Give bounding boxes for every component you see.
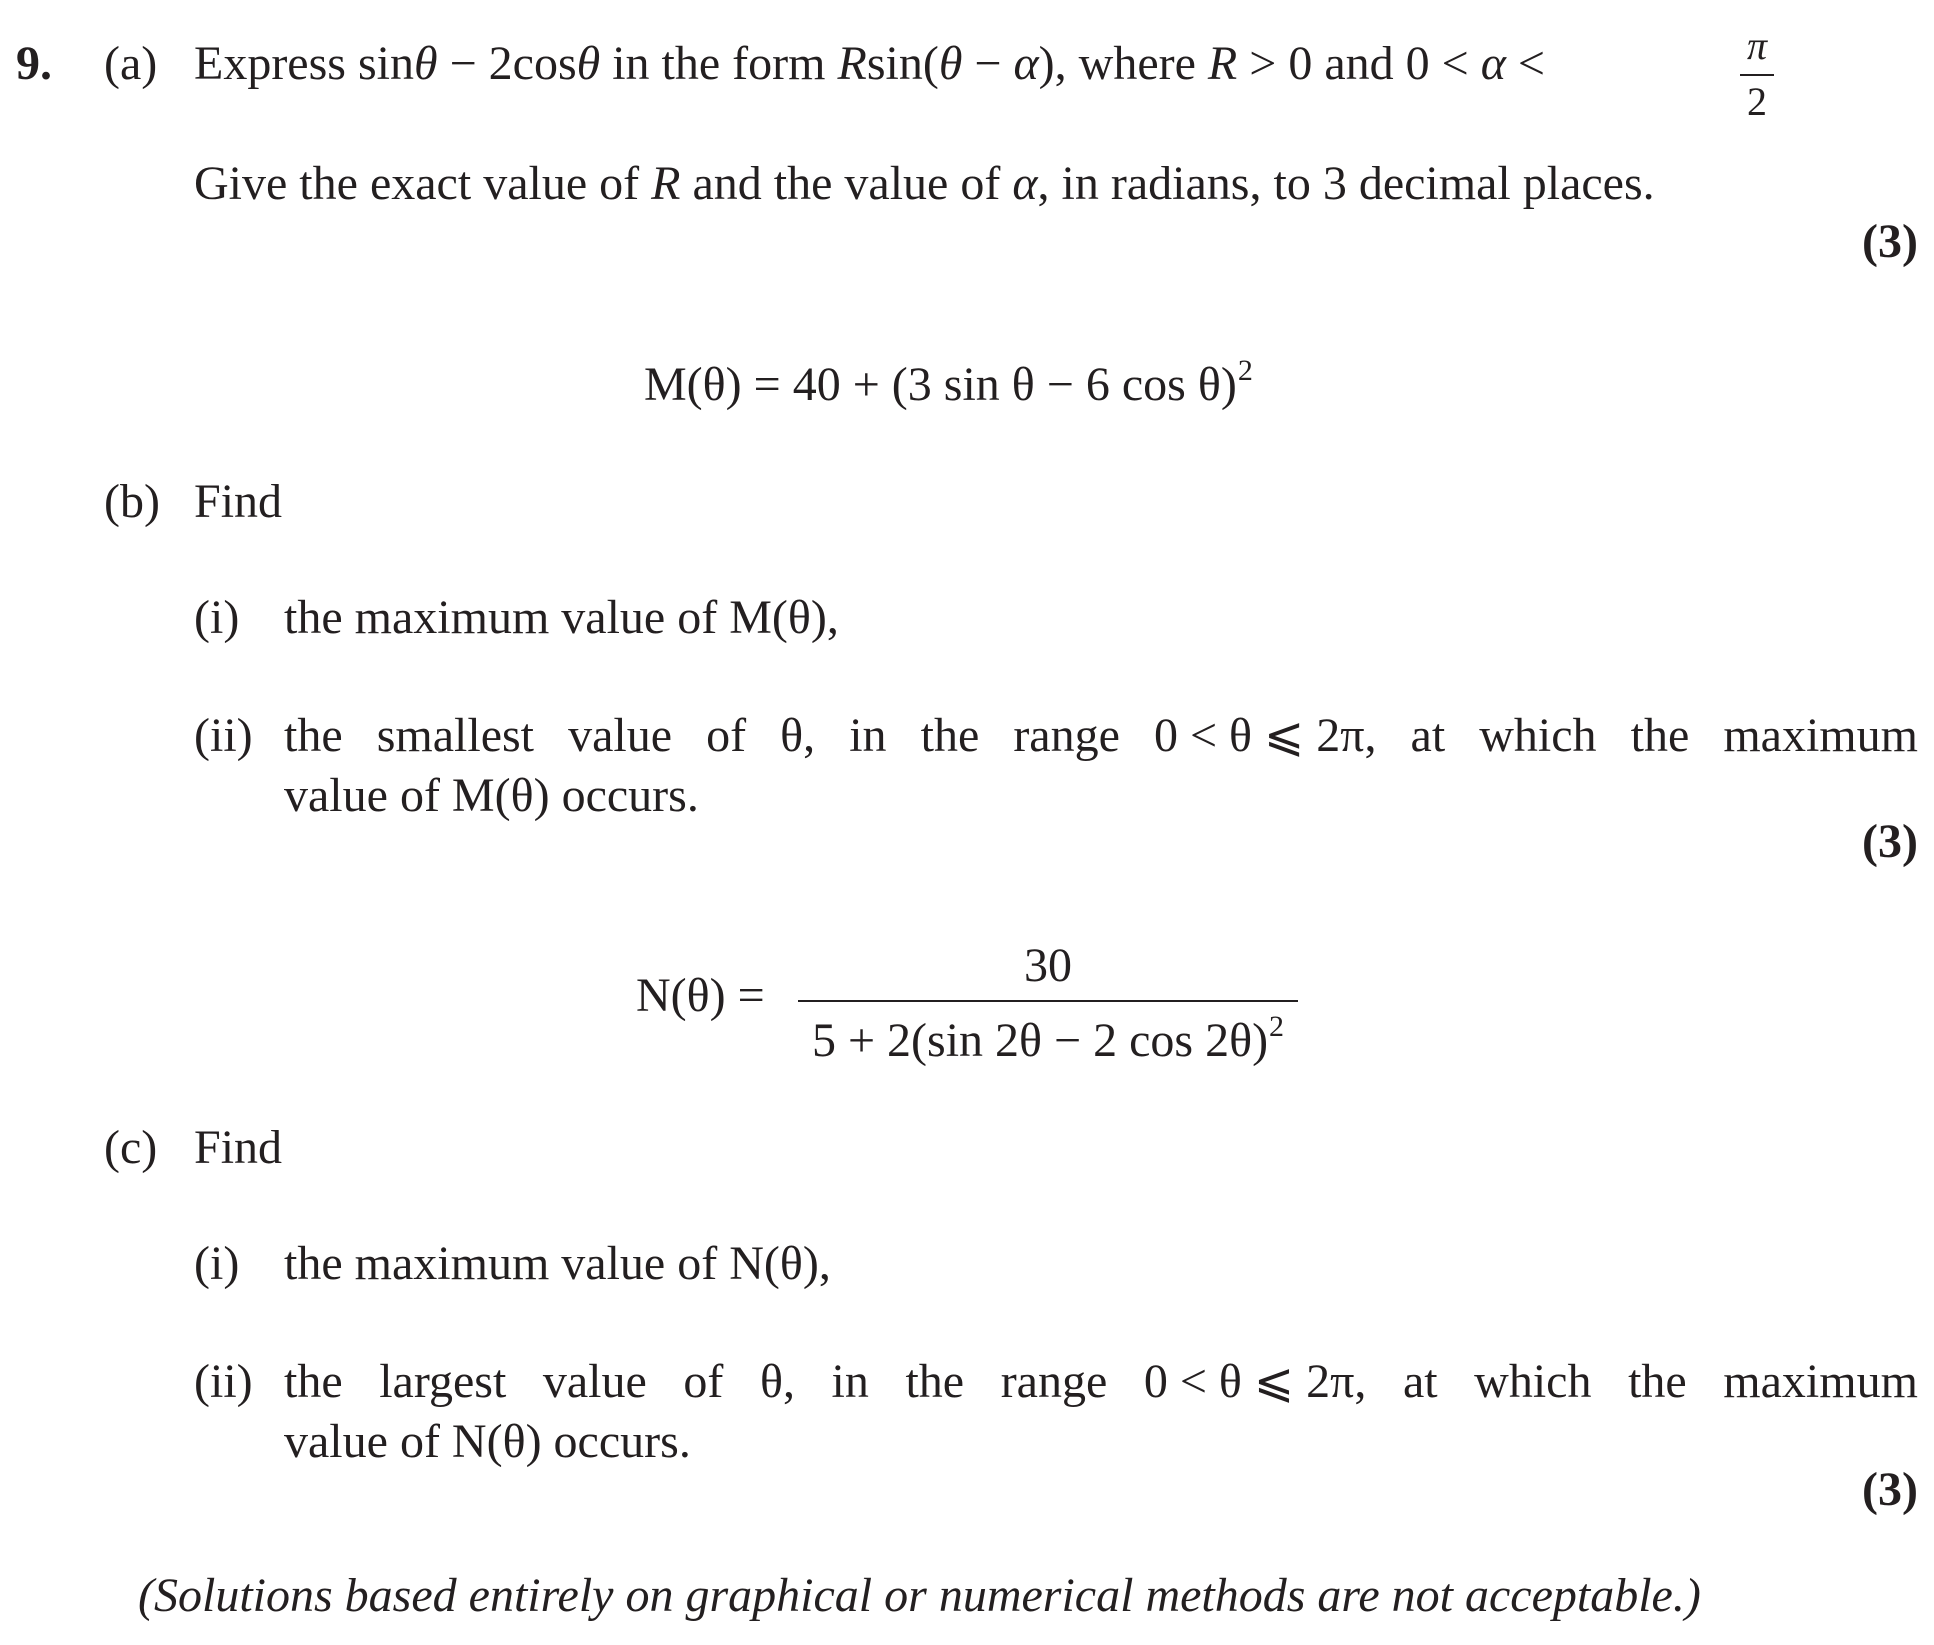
part-b-ii-word: the xyxy=(1630,709,1690,762)
part-c-ii-word: the xyxy=(1628,1355,1687,1408)
part-b-ii-label: (ii) xyxy=(194,709,253,762)
part-c-ii-word: at xyxy=(1402,1355,1438,1408)
part-c-label: (c) xyxy=(104,1121,158,1174)
part-c-ii-word: largest xyxy=(379,1355,507,1408)
part-c-ii-word: range xyxy=(1000,1355,1108,1408)
pi-over-two-fraction: π 2 xyxy=(1740,26,1774,122)
part-c-ii-line2: value of N(θ) occurs. xyxy=(284,1415,691,1468)
part-b-ii-word: at xyxy=(1410,709,1446,762)
part-c-ii-line1 xyxy=(284,1355,1918,1408)
part-b-i-label: (i) xyxy=(194,591,240,644)
fraction-bar xyxy=(1740,74,1774,76)
part-c-ii-word: of xyxy=(683,1355,724,1408)
part-c-i-label: (i) xyxy=(194,1237,240,1290)
part-b-ii-word: the xyxy=(284,709,343,762)
part-b-ii-word: value xyxy=(568,709,673,762)
part-b-label: (b) xyxy=(104,475,160,528)
part-c-marks: (3) xyxy=(1862,1463,1918,1516)
part-c-ii-word: the xyxy=(284,1355,343,1408)
part-c-ii-word: which xyxy=(1474,1355,1592,1408)
part-b-ii-word: maximum xyxy=(1723,709,1918,762)
part-c-ii-word: the xyxy=(905,1355,965,1408)
part-b-ii-word: the xyxy=(920,709,980,762)
equation-n-lhs: N(θ) = xyxy=(636,969,765,1022)
part-a-label: (a) xyxy=(104,37,158,90)
footer-note: (Solutions based entirely on graphical or numerical methods are not acceptable.) xyxy=(138,1569,1701,1622)
part-c-ii-word: in xyxy=(831,1355,869,1408)
part-c-find: Find xyxy=(194,1121,283,1174)
part-c-ii-label: (ii) xyxy=(194,1355,253,1408)
part-a-line2: Give the exact value of R and the value of α, in radians, to 3 decimal places. xyxy=(194,157,1655,210)
part-b-find: Find xyxy=(194,475,283,528)
part-b-ii-word: smallest xyxy=(376,709,535,762)
equation-m: M(θ) = 40 + (3 sin θ − 6 cos θ)$^2$ xyxy=(644,354,1253,411)
part-b-ii-word: of xyxy=(706,709,747,762)
equation-n-fraction: 30 5 + 2(sin 2θ − 2 cos 2θ)$^2$ xyxy=(798,942,1298,1065)
part-c-ii-word: θ, xyxy=(759,1355,795,1408)
part-b-ii-word: range xyxy=(1013,709,1120,762)
part-b-ii-word: which xyxy=(1479,709,1597,762)
part-c-ii-word: maximum xyxy=(1723,1355,1918,1408)
part-b-ii-word: 0 < θ ⩽ 2π, xyxy=(1153,709,1377,762)
question-number: 9. xyxy=(16,37,52,90)
part-a-line1: Express sinθ − 2cosθ in the form Rsin(θ − α), where R > 0 and 0 < α < xyxy=(194,37,1545,90)
part-c-i-text: the maximum value of N(θ), xyxy=(284,1237,831,1290)
part-b-ii-word: in xyxy=(849,709,887,762)
part-b-marks: (3) xyxy=(1862,815,1918,868)
part-c-ii-word: value xyxy=(542,1355,647,1408)
equation-n-fraction-bar xyxy=(798,1000,1298,1002)
part-b-i-text: the maximum value of M(θ), xyxy=(284,591,839,644)
part-b-ii-line2: value of M(θ) occurs. xyxy=(284,769,699,822)
part-b-ii-line1 xyxy=(284,709,1918,762)
part-c-ii-word: 0 < θ ⩽ 2π, xyxy=(1143,1355,1367,1408)
part-a-marks: (3) xyxy=(1862,215,1918,268)
part-b-ii-word: θ, xyxy=(780,709,816,762)
